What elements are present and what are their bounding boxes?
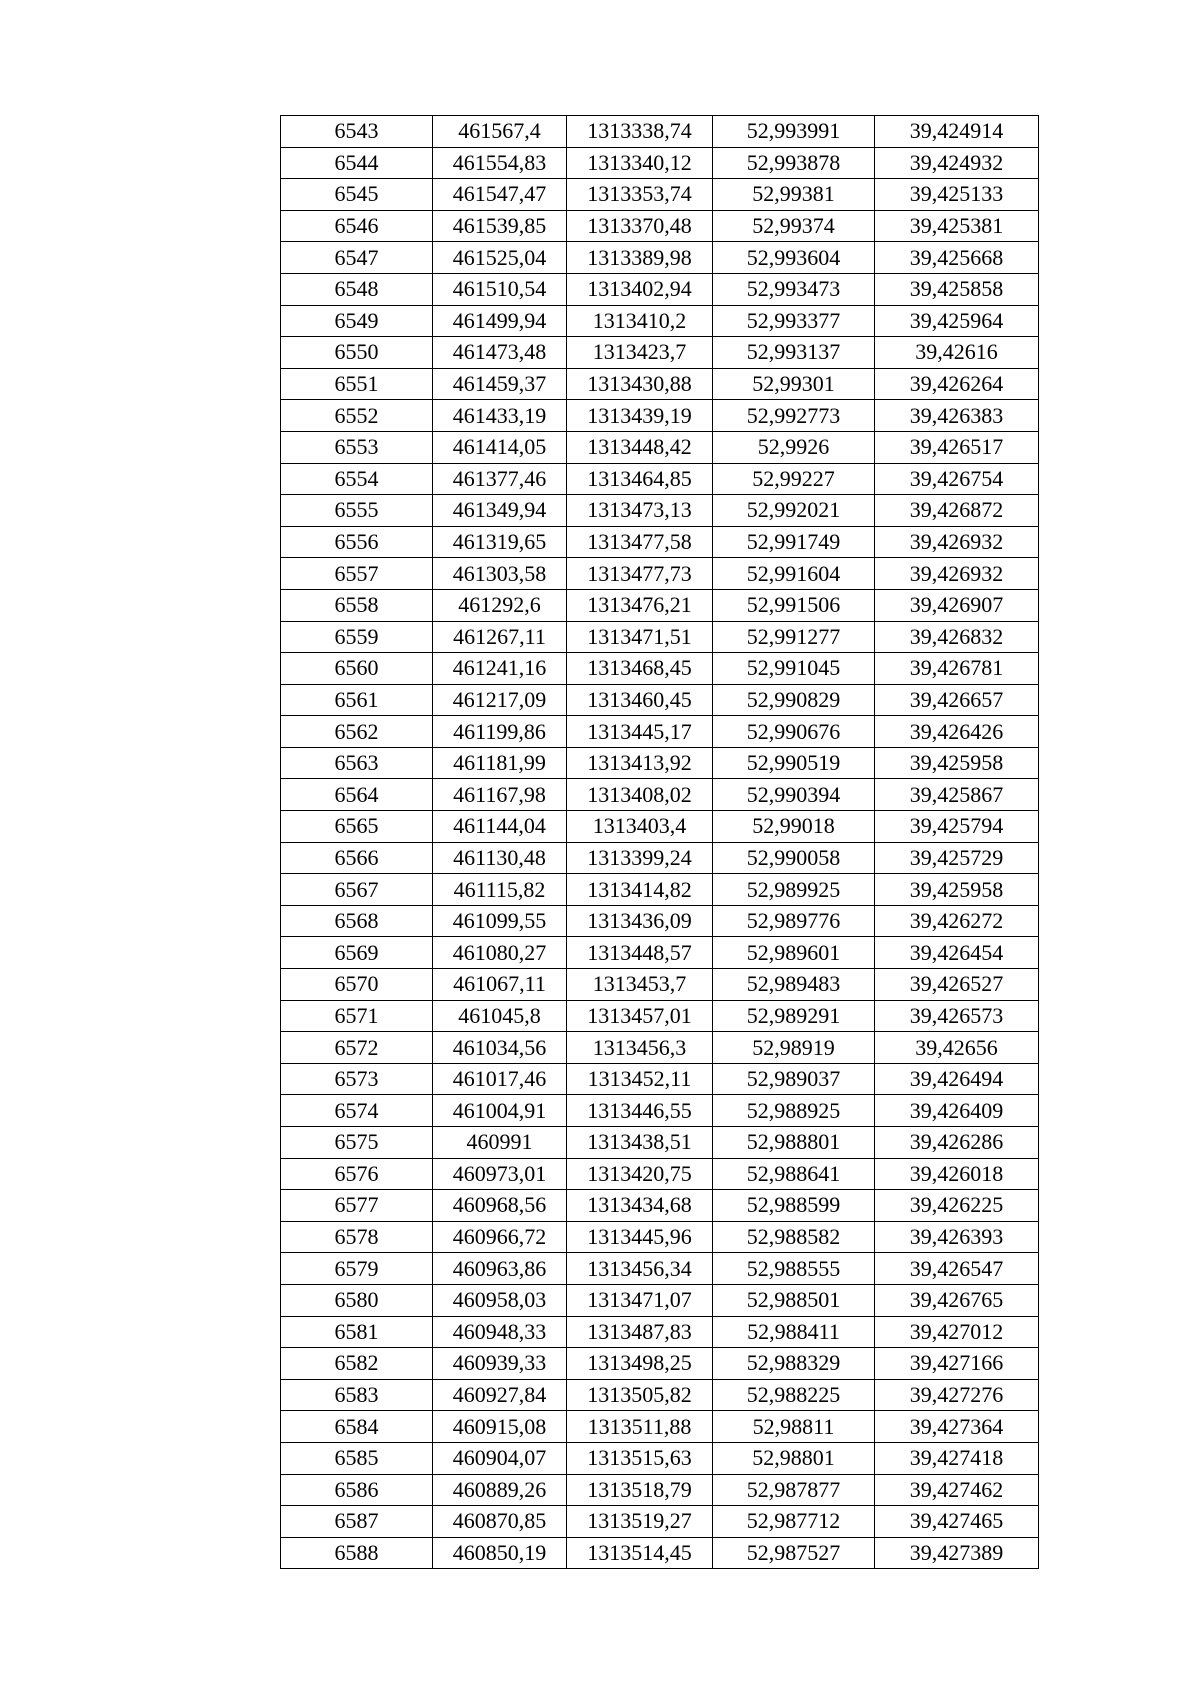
latitude-cell: 52,98919 xyxy=(713,1032,875,1064)
longitude-cell: 39,42656 xyxy=(875,1032,1039,1064)
y-coordinate-cell: 1313436,09 xyxy=(567,905,713,937)
longitude-cell: 39,427418 xyxy=(875,1442,1039,1474)
x-coordinate-cell: 460963,86 xyxy=(433,1253,567,1285)
latitude-cell: 52,99018 xyxy=(713,811,875,843)
point-number-cell: 6557 xyxy=(281,558,433,590)
latitude-cell: 52,993137 xyxy=(713,337,875,369)
y-coordinate-cell: 1313505,82 xyxy=(567,1379,713,1411)
x-coordinate-cell: 460850,19 xyxy=(433,1537,567,1569)
coordinates-table xyxy=(280,115,1039,1569)
longitude-cell: 39,426018 xyxy=(875,1158,1039,1190)
x-coordinate-cell: 461377,46 xyxy=(433,463,567,495)
longitude-cell: 39,426872 xyxy=(875,495,1039,527)
table-row xyxy=(281,368,1039,400)
point-number-cell: 6552 xyxy=(281,400,433,432)
point-number-cell: 6575 xyxy=(281,1127,433,1159)
table-row xyxy=(281,179,1039,211)
latitude-cell: 52,991506 xyxy=(713,589,875,621)
table-row xyxy=(281,1158,1039,1190)
table-row xyxy=(281,1316,1039,1348)
table-row xyxy=(281,937,1039,969)
longitude-cell: 39,426932 xyxy=(875,526,1039,558)
y-coordinate-cell: 1313498,25 xyxy=(567,1348,713,1380)
latitude-cell: 52,990519 xyxy=(713,747,875,779)
y-coordinate-cell: 1313515,63 xyxy=(567,1442,713,1474)
point-number-cell: 6583 xyxy=(281,1379,433,1411)
longitude-cell: 39,427465 xyxy=(875,1506,1039,1538)
x-coordinate-cell: 461319,65 xyxy=(433,526,567,558)
latitude-cell: 52,988411 xyxy=(713,1316,875,1348)
table-row xyxy=(281,1032,1039,1064)
x-coordinate-cell: 461510,54 xyxy=(433,273,567,305)
x-coordinate-cell: 460870,85 xyxy=(433,1506,567,1538)
table-row xyxy=(281,337,1039,369)
latitude-cell: 52,9926 xyxy=(713,431,875,463)
y-coordinate-cell: 1313448,42 xyxy=(567,431,713,463)
table-row xyxy=(281,1127,1039,1159)
point-number-cell: 6550 xyxy=(281,337,433,369)
x-coordinate-cell: 461547,47 xyxy=(433,179,567,211)
longitude-cell: 39,427012 xyxy=(875,1316,1039,1348)
table-row xyxy=(281,653,1039,685)
table-row xyxy=(281,305,1039,337)
longitude-cell: 39,425729 xyxy=(875,842,1039,874)
latitude-cell: 52,993377 xyxy=(713,305,875,337)
longitude-cell: 39,425668 xyxy=(875,242,1039,274)
latitude-cell: 52,988641 xyxy=(713,1158,875,1190)
x-coordinate-cell: 460939,33 xyxy=(433,1348,567,1380)
longitude-cell: 39,42616 xyxy=(875,337,1039,369)
latitude-cell: 52,99374 xyxy=(713,210,875,242)
y-coordinate-cell: 1313453,7 xyxy=(567,969,713,1001)
latitude-cell: 52,988501 xyxy=(713,1284,875,1316)
longitude-cell: 39,425958 xyxy=(875,747,1039,779)
point-number-cell: 6572 xyxy=(281,1032,433,1064)
longitude-cell: 39,426765 xyxy=(875,1284,1039,1316)
latitude-cell: 52,991749 xyxy=(713,526,875,558)
y-coordinate-cell: 1313468,45 xyxy=(567,653,713,685)
table-row xyxy=(281,684,1039,716)
y-coordinate-cell: 1313446,55 xyxy=(567,1095,713,1127)
table-row xyxy=(281,1095,1039,1127)
table-row xyxy=(281,116,1039,148)
point-number-cell: 6568 xyxy=(281,905,433,937)
x-coordinate-cell: 461017,46 xyxy=(433,1063,567,1095)
y-coordinate-cell: 1313408,02 xyxy=(567,779,713,811)
x-coordinate-cell: 461267,11 xyxy=(433,621,567,653)
latitude-cell: 52,989776 xyxy=(713,905,875,937)
longitude-cell: 39,427389 xyxy=(875,1537,1039,1569)
x-coordinate-cell: 461181,99 xyxy=(433,747,567,779)
table-row xyxy=(281,589,1039,621)
y-coordinate-cell: 1313413,92 xyxy=(567,747,713,779)
point-number-cell: 6560 xyxy=(281,653,433,685)
y-coordinate-cell: 1313452,11 xyxy=(567,1063,713,1095)
latitude-cell: 52,993473 xyxy=(713,273,875,305)
y-coordinate-cell: 1313448,57 xyxy=(567,937,713,969)
point-number-cell: 6566 xyxy=(281,842,433,874)
y-coordinate-cell: 1313519,27 xyxy=(567,1506,713,1538)
table-row xyxy=(281,747,1039,779)
table-row xyxy=(281,526,1039,558)
longitude-cell: 39,426264 xyxy=(875,368,1039,400)
latitude-cell: 52,989925 xyxy=(713,874,875,906)
x-coordinate-cell: 461414,05 xyxy=(433,431,567,463)
x-coordinate-cell: 460958,03 xyxy=(433,1284,567,1316)
latitude-cell: 52,990394 xyxy=(713,779,875,811)
x-coordinate-cell: 461099,55 xyxy=(433,905,567,937)
x-coordinate-cell: 461433,19 xyxy=(433,400,567,432)
y-coordinate-cell: 1313338,74 xyxy=(567,116,713,148)
longitude-cell: 39,425133 xyxy=(875,179,1039,211)
table-row xyxy=(281,1221,1039,1253)
table-row xyxy=(281,147,1039,179)
point-number-cell: 6571 xyxy=(281,1000,433,1032)
table-row xyxy=(281,621,1039,653)
y-coordinate-cell: 1313370,48 xyxy=(567,210,713,242)
latitude-cell: 52,987712 xyxy=(713,1506,875,1538)
latitude-cell: 52,988599 xyxy=(713,1190,875,1222)
point-number-cell: 6584 xyxy=(281,1411,433,1443)
latitude-cell: 52,987527 xyxy=(713,1537,875,1569)
latitude-cell: 52,990676 xyxy=(713,716,875,748)
y-coordinate-cell: 1313439,19 xyxy=(567,400,713,432)
longitude-cell: 39,425858 xyxy=(875,273,1039,305)
x-coordinate-cell: 460948,33 xyxy=(433,1316,567,1348)
point-number-cell: 6569 xyxy=(281,937,433,969)
x-coordinate-cell: 461349,94 xyxy=(433,495,567,527)
table-row xyxy=(281,811,1039,843)
table-row xyxy=(281,463,1039,495)
point-number-cell: 6582 xyxy=(281,1348,433,1380)
point-number-cell: 6545 xyxy=(281,179,433,211)
coordinates-table-body xyxy=(281,116,1039,1569)
y-coordinate-cell: 1313423,7 xyxy=(567,337,713,369)
point-number-cell: 6580 xyxy=(281,1284,433,1316)
x-coordinate-cell: 461034,56 xyxy=(433,1032,567,1064)
x-coordinate-cell: 460973,01 xyxy=(433,1158,567,1190)
point-number-cell: 6577 xyxy=(281,1190,433,1222)
point-number-cell: 6551 xyxy=(281,368,433,400)
x-coordinate-cell: 461004,91 xyxy=(433,1095,567,1127)
point-number-cell: 6561 xyxy=(281,684,433,716)
x-coordinate-cell: 461241,16 xyxy=(433,653,567,685)
y-coordinate-cell: 1313464,85 xyxy=(567,463,713,495)
table-row xyxy=(281,495,1039,527)
latitude-cell: 52,98801 xyxy=(713,1442,875,1474)
longitude-cell: 39,426272 xyxy=(875,905,1039,937)
point-number-cell: 6581 xyxy=(281,1316,433,1348)
longitude-cell: 39,426907 xyxy=(875,589,1039,621)
longitude-cell: 39,426393 xyxy=(875,1221,1039,1253)
point-number-cell: 6579 xyxy=(281,1253,433,1285)
point-number-cell: 6553 xyxy=(281,431,433,463)
table-row xyxy=(281,874,1039,906)
y-coordinate-cell: 1313456,3 xyxy=(567,1032,713,1064)
point-number-cell: 6588 xyxy=(281,1537,433,1569)
y-coordinate-cell: 1313477,73 xyxy=(567,558,713,590)
longitude-cell: 39,426426 xyxy=(875,716,1039,748)
point-number-cell: 6565 xyxy=(281,811,433,843)
latitude-cell: 52,988801 xyxy=(713,1127,875,1159)
point-number-cell: 6554 xyxy=(281,463,433,495)
point-number-cell: 6564 xyxy=(281,779,433,811)
table-row xyxy=(281,842,1039,874)
longitude-cell: 39,425958 xyxy=(875,874,1039,906)
y-coordinate-cell: 1313473,13 xyxy=(567,495,713,527)
longitude-cell: 39,425794 xyxy=(875,811,1039,843)
x-coordinate-cell: 460915,08 xyxy=(433,1411,567,1443)
x-coordinate-cell: 461539,85 xyxy=(433,210,567,242)
longitude-cell: 39,426573 xyxy=(875,1000,1039,1032)
latitude-cell: 52,98811 xyxy=(713,1411,875,1443)
longitude-cell: 39,426754 xyxy=(875,463,1039,495)
y-coordinate-cell: 1313456,34 xyxy=(567,1253,713,1285)
y-coordinate-cell: 1313445,96 xyxy=(567,1221,713,1253)
y-coordinate-cell: 1313487,83 xyxy=(567,1316,713,1348)
y-coordinate-cell: 1313402,94 xyxy=(567,273,713,305)
point-number-cell: 6547 xyxy=(281,242,433,274)
y-coordinate-cell: 1313340,12 xyxy=(567,147,713,179)
latitude-cell: 52,99227 xyxy=(713,463,875,495)
x-coordinate-cell: 460904,07 xyxy=(433,1442,567,1474)
x-coordinate-cell: 461199,86 xyxy=(433,716,567,748)
table-row xyxy=(281,1411,1039,1443)
y-coordinate-cell: 1313414,82 xyxy=(567,874,713,906)
point-number-cell: 6559 xyxy=(281,621,433,653)
longitude-cell: 39,426494 xyxy=(875,1063,1039,1095)
y-coordinate-cell: 1313353,74 xyxy=(567,179,713,211)
x-coordinate-cell: 461080,27 xyxy=(433,937,567,969)
table-row xyxy=(281,1379,1039,1411)
x-coordinate-cell: 461067,11 xyxy=(433,969,567,1001)
latitude-cell: 52,993604 xyxy=(713,242,875,274)
y-coordinate-cell: 1313410,2 xyxy=(567,305,713,337)
longitude-cell: 39,426383 xyxy=(875,400,1039,432)
latitude-cell: 52,988925 xyxy=(713,1095,875,1127)
x-coordinate-cell: 460927,84 xyxy=(433,1379,567,1411)
y-coordinate-cell: 1313399,24 xyxy=(567,842,713,874)
point-number-cell: 6549 xyxy=(281,305,433,337)
point-number-cell: 6558 xyxy=(281,589,433,621)
table-row xyxy=(281,1284,1039,1316)
latitude-cell: 52,989037 xyxy=(713,1063,875,1095)
latitude-cell: 52,990829 xyxy=(713,684,875,716)
latitude-cell: 52,992021 xyxy=(713,495,875,527)
table-row xyxy=(281,1506,1039,1538)
point-number-cell: 6586 xyxy=(281,1474,433,1506)
x-coordinate-cell: 460966,72 xyxy=(433,1221,567,1253)
point-number-cell: 6543 xyxy=(281,116,433,148)
latitude-cell: 52,989601 xyxy=(713,937,875,969)
point-number-cell: 6563 xyxy=(281,747,433,779)
latitude-cell: 52,991277 xyxy=(713,621,875,653)
latitude-cell: 52,988329 xyxy=(713,1348,875,1380)
x-coordinate-cell: 461567,4 xyxy=(433,116,567,148)
latitude-cell: 52,990058 xyxy=(713,842,875,874)
latitude-cell: 52,988225 xyxy=(713,1379,875,1411)
x-coordinate-cell: 460968,56 xyxy=(433,1190,567,1222)
point-number-cell: 6567 xyxy=(281,874,433,906)
table-row xyxy=(281,242,1039,274)
latitude-cell: 52,993878 xyxy=(713,147,875,179)
longitude-cell: 39,427166 xyxy=(875,1348,1039,1380)
table-row xyxy=(281,1442,1039,1474)
y-coordinate-cell: 1313445,17 xyxy=(567,716,713,748)
table-row xyxy=(281,1190,1039,1222)
x-coordinate-cell: 461217,09 xyxy=(433,684,567,716)
latitude-cell: 52,99381 xyxy=(713,179,875,211)
x-coordinate-cell: 461459,37 xyxy=(433,368,567,400)
table-row xyxy=(281,1474,1039,1506)
x-coordinate-cell: 461045,8 xyxy=(433,1000,567,1032)
longitude-cell: 39,424914 xyxy=(875,116,1039,148)
point-number-cell: 6556 xyxy=(281,526,433,558)
longitude-cell: 39,426932 xyxy=(875,558,1039,590)
x-coordinate-cell: 461473,48 xyxy=(433,337,567,369)
longitude-cell: 39,427276 xyxy=(875,1379,1039,1411)
point-number-cell: 6585 xyxy=(281,1442,433,1474)
table-row xyxy=(281,431,1039,463)
y-coordinate-cell: 1313477,58 xyxy=(567,526,713,558)
x-coordinate-cell: 461144,04 xyxy=(433,811,567,843)
table-row xyxy=(281,779,1039,811)
point-number-cell: 6570 xyxy=(281,969,433,1001)
longitude-cell: 39,426527 xyxy=(875,969,1039,1001)
longitude-cell: 39,424932 xyxy=(875,147,1039,179)
latitude-cell: 52,993991 xyxy=(713,116,875,148)
x-coordinate-cell: 461499,94 xyxy=(433,305,567,337)
latitude-cell: 52,991045 xyxy=(713,653,875,685)
y-coordinate-cell: 1313471,51 xyxy=(567,621,713,653)
y-coordinate-cell: 1313420,75 xyxy=(567,1158,713,1190)
table-row xyxy=(281,273,1039,305)
y-coordinate-cell: 1313403,4 xyxy=(567,811,713,843)
latitude-cell: 52,99301 xyxy=(713,368,875,400)
point-number-cell: 6562 xyxy=(281,716,433,748)
table-row xyxy=(281,969,1039,1001)
x-coordinate-cell: 461115,82 xyxy=(433,874,567,906)
table-row xyxy=(281,558,1039,590)
x-coordinate-cell: 461303,58 xyxy=(433,558,567,590)
y-coordinate-cell: 1313430,88 xyxy=(567,368,713,400)
point-number-cell: 6548 xyxy=(281,273,433,305)
table-row xyxy=(281,1253,1039,1285)
table-row xyxy=(281,905,1039,937)
latitude-cell: 52,991604 xyxy=(713,558,875,590)
latitude-cell: 52,992773 xyxy=(713,400,875,432)
table-row xyxy=(281,716,1039,748)
y-coordinate-cell: 1313476,21 xyxy=(567,589,713,621)
longitude-cell: 39,426225 xyxy=(875,1190,1039,1222)
y-coordinate-cell: 1313438,51 xyxy=(567,1127,713,1159)
longitude-cell: 39,425867 xyxy=(875,779,1039,811)
table-row xyxy=(281,1348,1039,1380)
table-row xyxy=(281,1000,1039,1032)
y-coordinate-cell: 1313514,45 xyxy=(567,1537,713,1569)
longitude-cell: 39,427364 xyxy=(875,1411,1039,1443)
point-number-cell: 6555 xyxy=(281,495,433,527)
table-row xyxy=(281,1063,1039,1095)
x-coordinate-cell: 461167,98 xyxy=(433,779,567,811)
latitude-cell: 52,988582 xyxy=(713,1221,875,1253)
y-coordinate-cell: 1313457,01 xyxy=(567,1000,713,1032)
y-coordinate-cell: 1313511,88 xyxy=(567,1411,713,1443)
longitude-cell: 39,426454 xyxy=(875,937,1039,969)
x-coordinate-cell: 461525,04 xyxy=(433,242,567,274)
point-number-cell: 6573 xyxy=(281,1063,433,1095)
longitude-cell: 39,425381 xyxy=(875,210,1039,242)
table-row xyxy=(281,210,1039,242)
y-coordinate-cell: 1313518,79 xyxy=(567,1474,713,1506)
y-coordinate-cell: 1313460,45 xyxy=(567,684,713,716)
point-number-cell: 6576 xyxy=(281,1158,433,1190)
longitude-cell: 39,426832 xyxy=(875,621,1039,653)
point-number-cell: 6587 xyxy=(281,1506,433,1538)
y-coordinate-cell: 1313389,98 xyxy=(567,242,713,274)
latitude-cell: 52,989483 xyxy=(713,969,875,1001)
table-row xyxy=(281,400,1039,432)
longitude-cell: 39,426517 xyxy=(875,431,1039,463)
y-coordinate-cell: 1313471,07 xyxy=(567,1284,713,1316)
latitude-cell: 52,989291 xyxy=(713,1000,875,1032)
longitude-cell: 39,426409 xyxy=(875,1095,1039,1127)
point-number-cell: 6578 xyxy=(281,1221,433,1253)
table-row xyxy=(281,1537,1039,1569)
longitude-cell: 39,427462 xyxy=(875,1474,1039,1506)
point-number-cell: 6546 xyxy=(281,210,433,242)
longitude-cell: 39,426286 xyxy=(875,1127,1039,1159)
longitude-cell: 39,426781 xyxy=(875,653,1039,685)
x-coordinate-cell: 461292,6 xyxy=(433,589,567,621)
x-coordinate-cell: 461130,48 xyxy=(433,842,567,874)
x-coordinate-cell: 460889,26 xyxy=(433,1474,567,1506)
x-coordinate-cell: 460991 xyxy=(433,1127,567,1159)
point-number-cell: 6574 xyxy=(281,1095,433,1127)
latitude-cell: 52,988555 xyxy=(713,1253,875,1285)
x-coordinate-cell: 461554,83 xyxy=(433,147,567,179)
y-coordinate-cell: 1313434,68 xyxy=(567,1190,713,1222)
latitude-cell: 52,987877 xyxy=(713,1474,875,1506)
longitude-cell: 39,426657 xyxy=(875,684,1039,716)
point-number-cell: 6544 xyxy=(281,147,433,179)
longitude-cell: 39,425964 xyxy=(875,305,1039,337)
longitude-cell: 39,426547 xyxy=(875,1253,1039,1285)
